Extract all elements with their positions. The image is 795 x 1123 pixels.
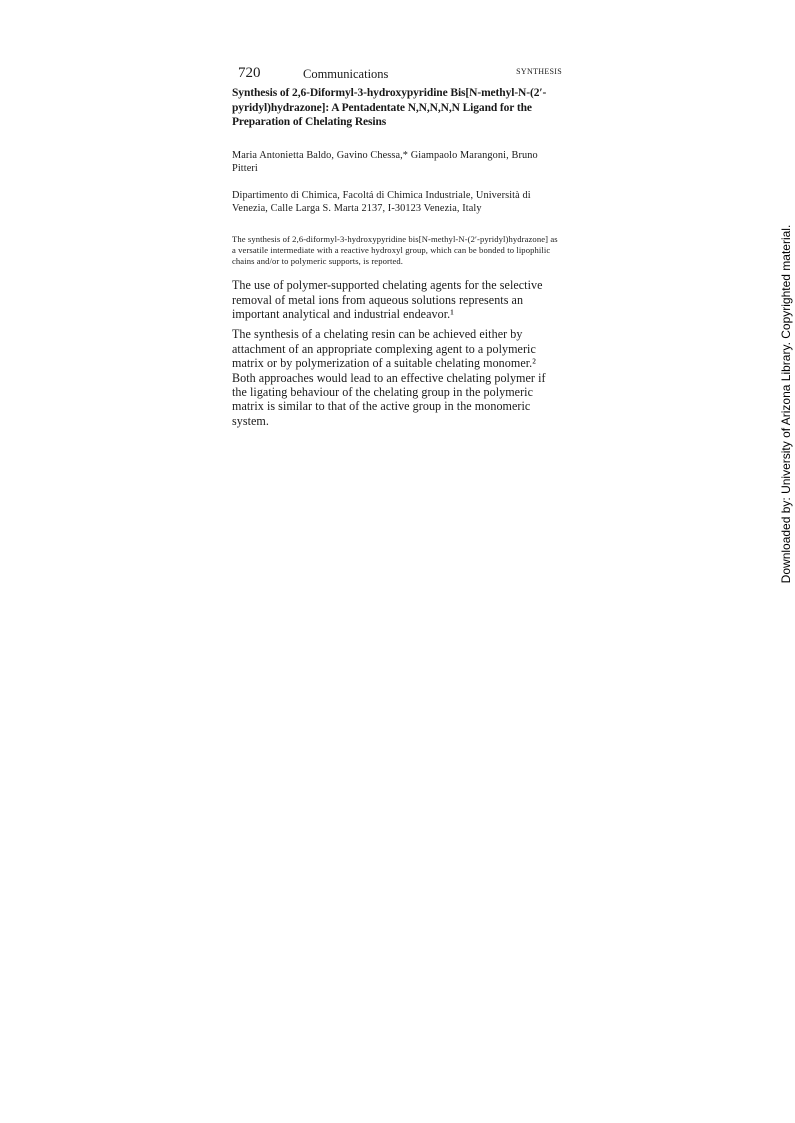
affiliation: Dipartimento di Chimica, Facoltá di Chimica Industriale, Università di Venezia, Calle Larga S. Marta 2137, I-30123 Venezia, Italy bbox=[232, 189, 531, 214]
article bbox=[232, 86, 562, 428]
section-name: Communications bbox=[303, 67, 389, 81]
running-head bbox=[232, 64, 562, 84]
abstract: The synthesis of 2,6-diformyl-3-hydroxypyridine bis[N-methyl-N-(2′-pyridyl)hydrazone] as a versatile intermediate with a reactive hydroxyl group, which can be bonded to lipophilic chains and/or to polymeric supports, is reported. bbox=[232, 233, 558, 266]
body-paragraph: The synthesis of a chelating resin can be achieved either by attachment of an appropriate complexing agent to a polymeric matrix or by polymerization of a suitable chelating monomer.² Both approaches would lead to an effective chelating polymer if the ligating behaviour of the chelating group in the polymeric matrix is similar to that of the active group in the monomeric system. bbox=[232, 327, 546, 428]
page-number: 720 bbox=[238, 65, 261, 81]
body-paragraph: The use of polymer-supported chelating agents for the selective removal of metal ions from aqueous solutions represents an important analytical and industrial endeavor.¹ bbox=[232, 278, 543, 321]
author-list: Maria Antonietta Baldo, Gavino Chessa,* Giampaolo Marangoni, Bruno Pitteri bbox=[232, 149, 538, 174]
download-notice: Downloaded by: University of Arizona Library. Copyrighted material. bbox=[779, 224, 793, 584]
journal-name: SYNTHESIS bbox=[516, 67, 562, 76]
article-title: Synthesis of 2,6-Diformyl-3-hydroxypyridine Bis[N-methyl-N-(2′-pyridyl)hydrazone]: A Pentadentate N,N,N,N,N Ligand for the Preparation of Chelating Resins bbox=[232, 87, 547, 128]
